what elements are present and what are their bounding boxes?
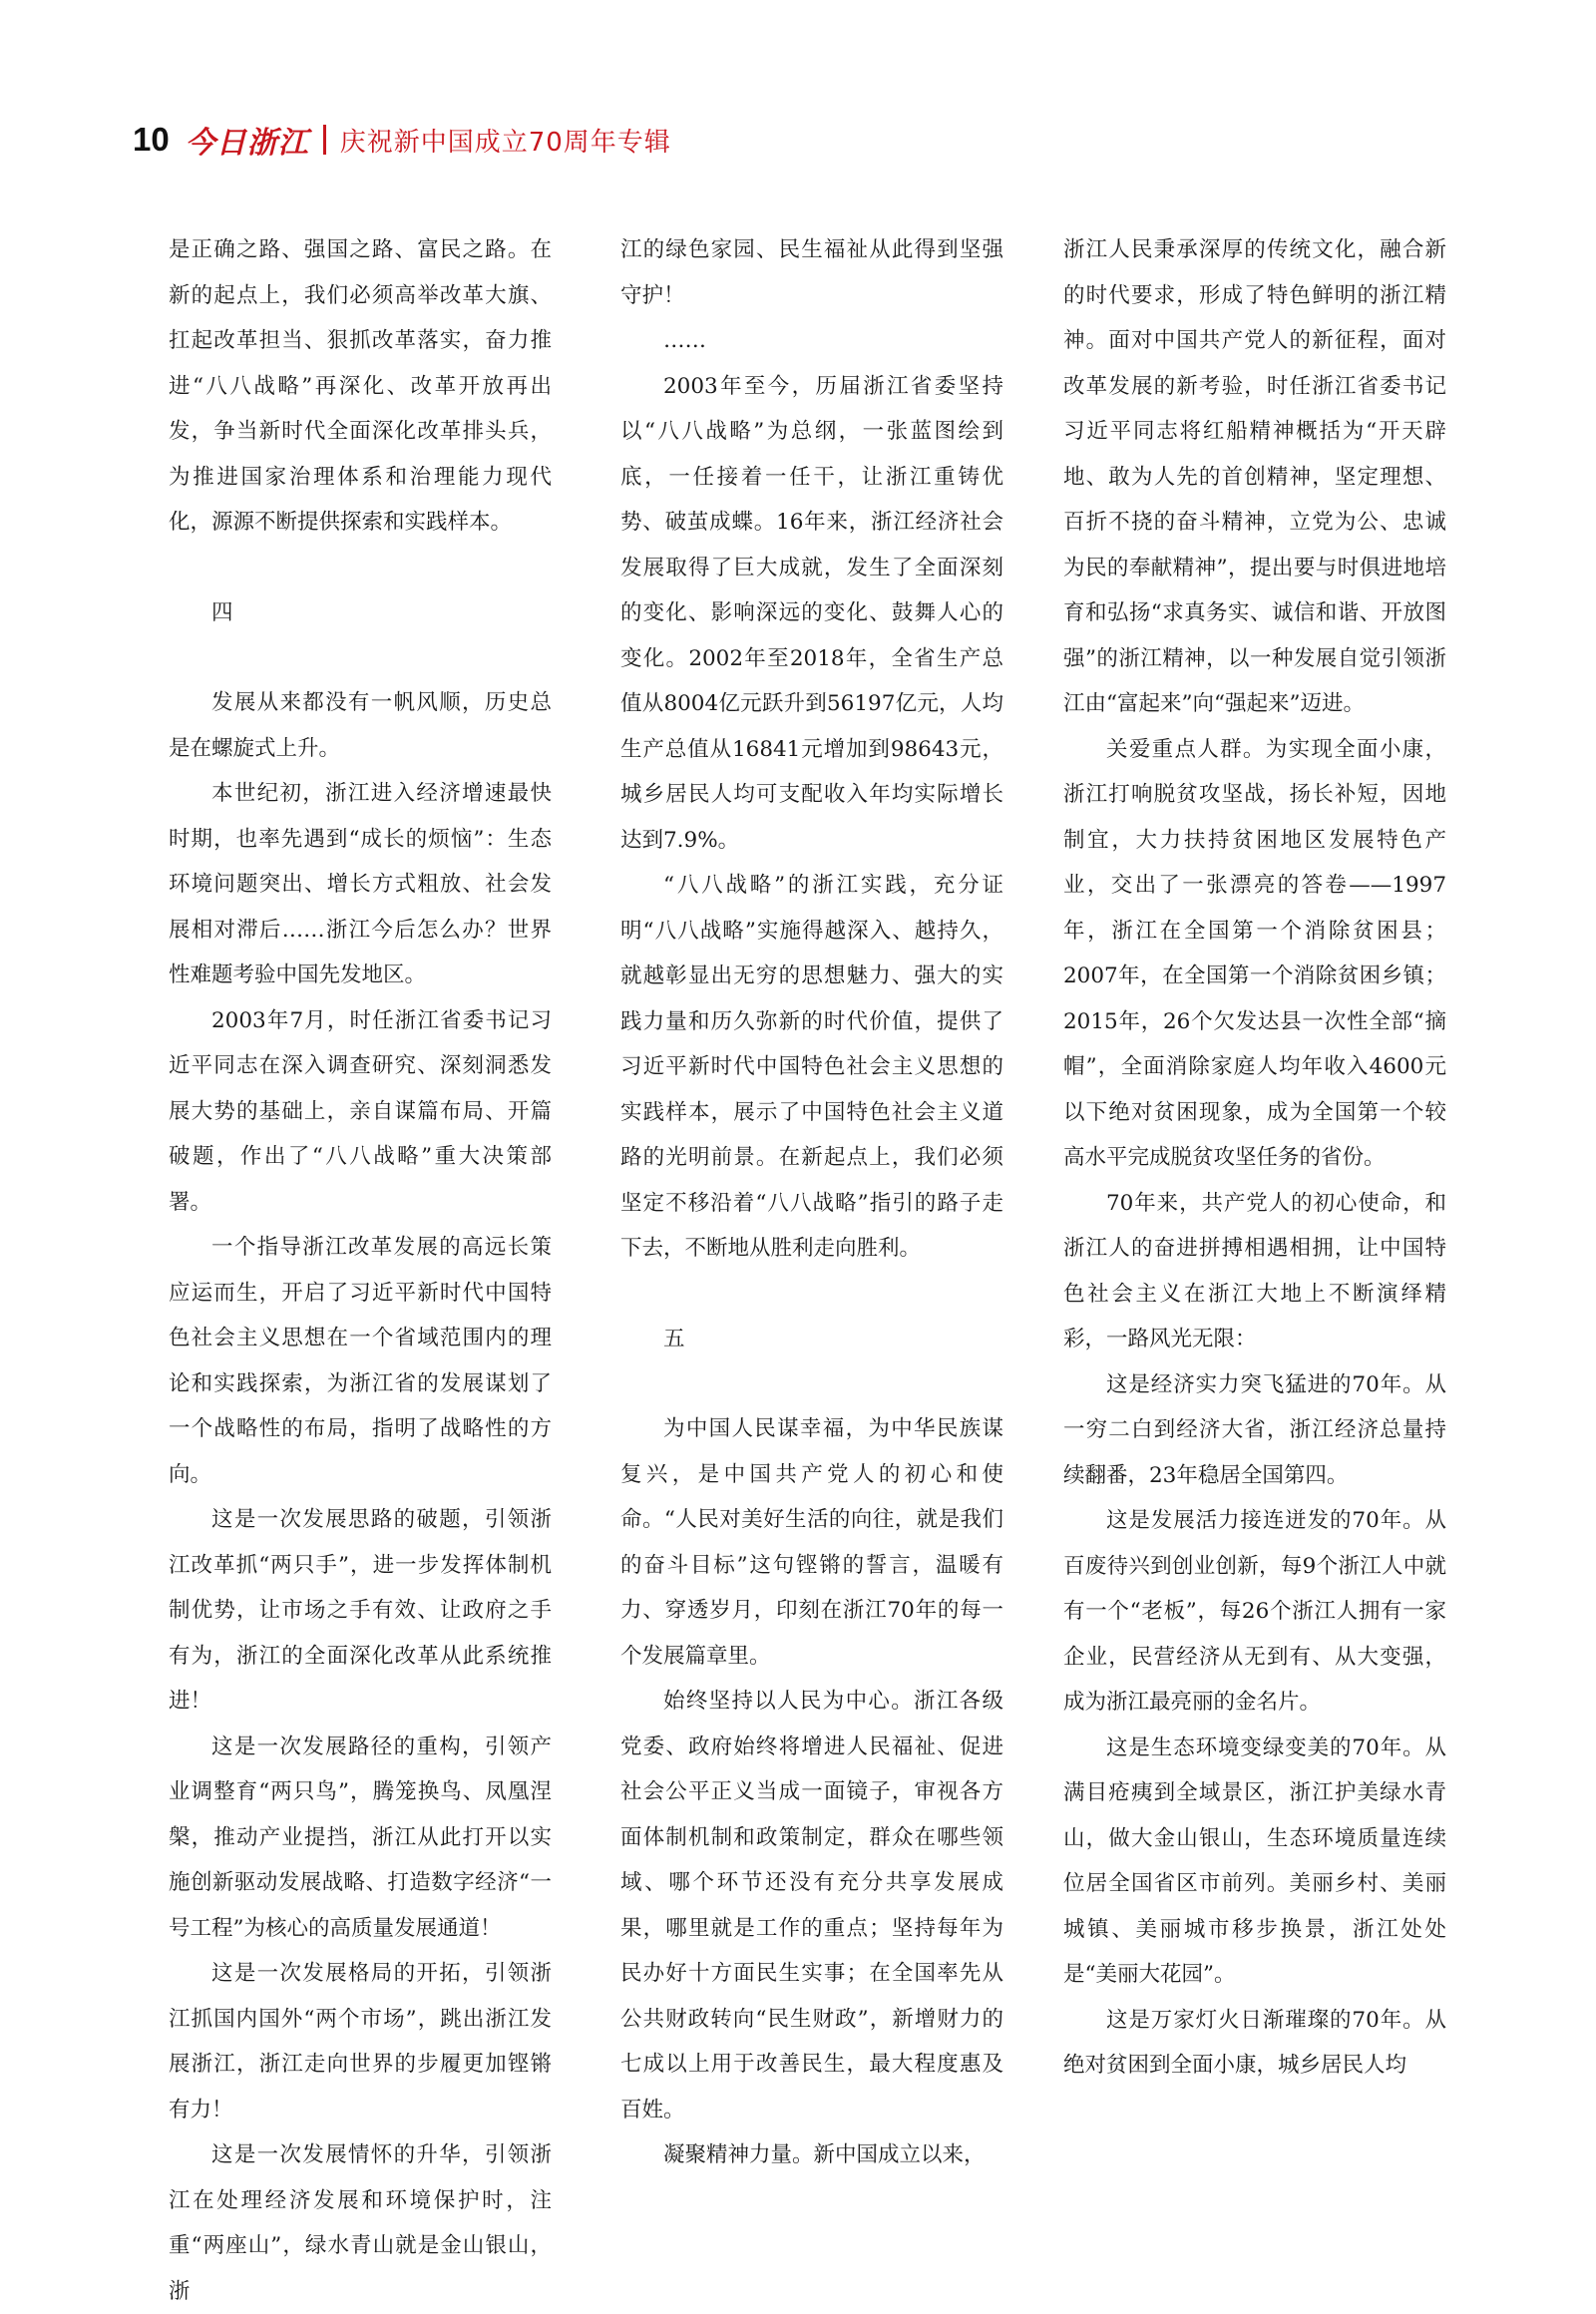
paragraph: 这是一次发展格局的开拓，引领浙江抓国内国外“两个市场”，跳出浙江发展浙江，浙江走向世界的步履更加铿锵有力！	[169, 1961, 552, 2122]
paragraph: 是正确之路、强国之路、富民之路。在新的起点上，我们必须高举改革大旗、扛起改革担当、狠抓改革落实，奋力推进“八八战略”再深化、改革开放再出发，争当新时代全面深化改革排头兵，为推进国家治理体系和治理能力现代化，源源不断提供探索和实践样本。	[169, 237, 552, 535]
page-number: 10	[133, 121, 170, 158]
magazine-logo: 今日浙江	[185, 126, 309, 161]
section-heading: 四	[211, 599, 233, 625]
paragraph: 本世纪初，浙江进入经济增速最快时期，也率先遇到“成长的烦恼”：生态环境问题突出、增长方式粗放、社会发展相对滞后……浙江今后怎么办？世界性难题考验中国先发地区。	[169, 781, 552, 987]
header-divider	[323, 125, 326, 155]
section-subtitle: 庆祝新中国成立70周年专辑	[339, 127, 671, 158]
paragraph: 关爱重点人群。为实现全面小康，浙江打响脱贫攻坚战，扬长补短，因地制宜，大力扶持贫困地区发展特色产业，交出了一张漂亮的答卷——1997年，浙江在全国第一个消除贫困县；2007年，在全国第一个消除贫困乡镇；2015年，26个欠发达县一次性全部“摘帽”，全面消除家庭人均年收入4600元以下绝对贫困现象，成为全国第一个较高水平完成脱贫攻坚任务的省份。	[1063, 736, 1446, 1170]
paragraph: 一个指导浙江改革发展的高远长策应运而生，开启了习近平新时代中国特色社会主义思想在一个省域范围内的理论和实践探索，为浙江省的发展谋划了一个战略性的布局，指明了战略性的方向。	[169, 1235, 552, 1487]
paragraph: 凝聚精神力量。新中国成立以来，	[663, 2142, 986, 2167]
paragraph: 2003年至今，历届浙江省委坚持以“八八战略”为总纲，一张蓝图绘到底，一任接着一任干，让浙江重铸优势、破茧成蝶。16年来，浙江经济社会发展取得了巨大成就，发生了全面深刻的变化、影响深远的变化、鼓舞人心的变化。2002年至2018年，全省生产总值从8004亿元跃升到56197亿元，人均生产总值从16841元增加到98643元，城乡居民人均可支配收入年均实际增长达到7.9%。	[620, 373, 1003, 853]
paragraph: 2003年7月，时任浙江省委书记习近平同志在深入调查研究、深刻洞悉发展大势的基础上，亲自谋篇布局、开篇破题，作出了“八八战略”重大决策部署。	[169, 1007, 552, 1215]
paragraph: 这是发展活力接连迸发的70年。从百废待兴到创业创新，每9个浙江人中就有一个“老板”，每26个浙江人拥有一家企业，民营经济从无到有、从大变强，成为浙江最亮丽的金名片。	[1063, 1508, 1446, 1715]
paragraph: 浙江人民秉承深厚的传统文化，融合新的时代要求，形成了特色鲜明的浙江精神。面对中国共产党人的新征程，面对改革发展的新考验，时任浙江省委书记习近平同志将红船精神概括为“开天辟地、敢为人先的首创精神，坚定理想、百折不挠的奋斗精神，立党为公、忠诚为民的奉献精神”，提出要与时俱进地培育和弘扬“求真务实、诚信和谐、开放图强”的浙江精神，以一种发展自觉引领浙江由“富起来”向“强起来”迈进。	[1063, 237, 1446, 716]
paragraph: 为中国人民谋幸福，为中华民族谋复兴，是中国共产党人的初心和使命。“人民对美好生活的向往，就是我们的奋斗目标”这句铿锵的誓言，温暖有力、穿透岁月，印刻在浙江70年的每一个发展篇章里。	[620, 1416, 1003, 1669]
paragraph: 这是生态环境变绿变美的70年。从满目疮痍到全域景区，浙江护美绿水青山，做大金山银山，生态环境质量连续位居全国省区市前列。美丽乡村、美丽城镇、美丽城市移步换景，浙江处处是“美丽大花园”。	[1063, 1735, 1446, 1987]
paragraph: ……	[663, 328, 706, 353]
section-heading: 五	[663, 1326, 685, 1351]
page-header	[133, 118, 671, 162]
text-column-3	[1063, 227, 1446, 2089]
paragraph: 始终坚持以人民为中心。浙江各级党委、政府始终将增进人民福祉、促进社会公平正义当成一面镜子，审视各方面体制机制和政策制定，群众在哪些领域、哪个环节还没有充分共享发展成果，哪里就是工作的重点；坚持每年为民办好十方面民生实事；在全国率先从公共财政转向“民生财政”，新增财力的七成以上用于改善民生，最大程度惠及百姓。	[620, 1689, 1003, 2122]
paragraph: 发展从来都没有一帆风顺，历史总是在螺旋式上升。	[169, 690, 552, 761]
text-column-1	[169, 227, 552, 2314]
paragraph: “八八战略”的浙江实践，充分证明“八八战略”实施得越深入、越持久，就越彰显出无穷的思想魅力、强大的实践力量和历久弥新的时代价值，提供了习近平新时代中国特色社会主义思想的实践样本，展示了中国特色社会主义道路的光明前景。在新起点上，我们必须坚定不移沿着“八八战略”指引的路子走下去，不断地从胜利走向胜利。	[620, 873, 1003, 1261]
paragraph: 这是一次发展思路的破题，引领浙江改革抓“两只手”，进一步发挥体制机制优势，让市场之手有效、让政府之手有为，浙江的全面深化改革从此系统推进！	[169, 1507, 552, 1714]
paragraph: 这是一次发展路径的重构，引领产业调整育“两只鸟”，腾笼换鸟、凤凰涅槃，推动产业提挡，浙江从此打开以实施创新驱动发展战略、打造数字经济“一号工程”为核心的高质量发展通道！	[169, 1734, 552, 1941]
paragraph: 江的绿色家园、民生福祉从此得到坚强守护！	[620, 237, 1003, 308]
text-column-2	[620, 227, 1003, 2178]
paragraph: 70年来，共产党人的初心使命，和浙江人的奋进拼搏相遇相拥，让中国特色社会主义在浙江大地上不断演绎精彩，一路风光无限：	[1063, 1190, 1446, 1351]
paragraph: 这是经济实力突飞猛进的70年。从一穷二白到经济大省，浙江经济总量持续翻番，23年稳居全国第四。	[1063, 1371, 1446, 1488]
paragraph: 这是万家灯火日渐璀璨的70年。从绝对贫困到全面小康，城乡居民人均	[1063, 2007, 1446, 2078]
paragraph: 这是一次发展情怀的升华，引领浙江在处理经济发展和环境保护时，注重“两座山”，绿水青山就是金山银山，浙	[169, 2142, 552, 2304]
